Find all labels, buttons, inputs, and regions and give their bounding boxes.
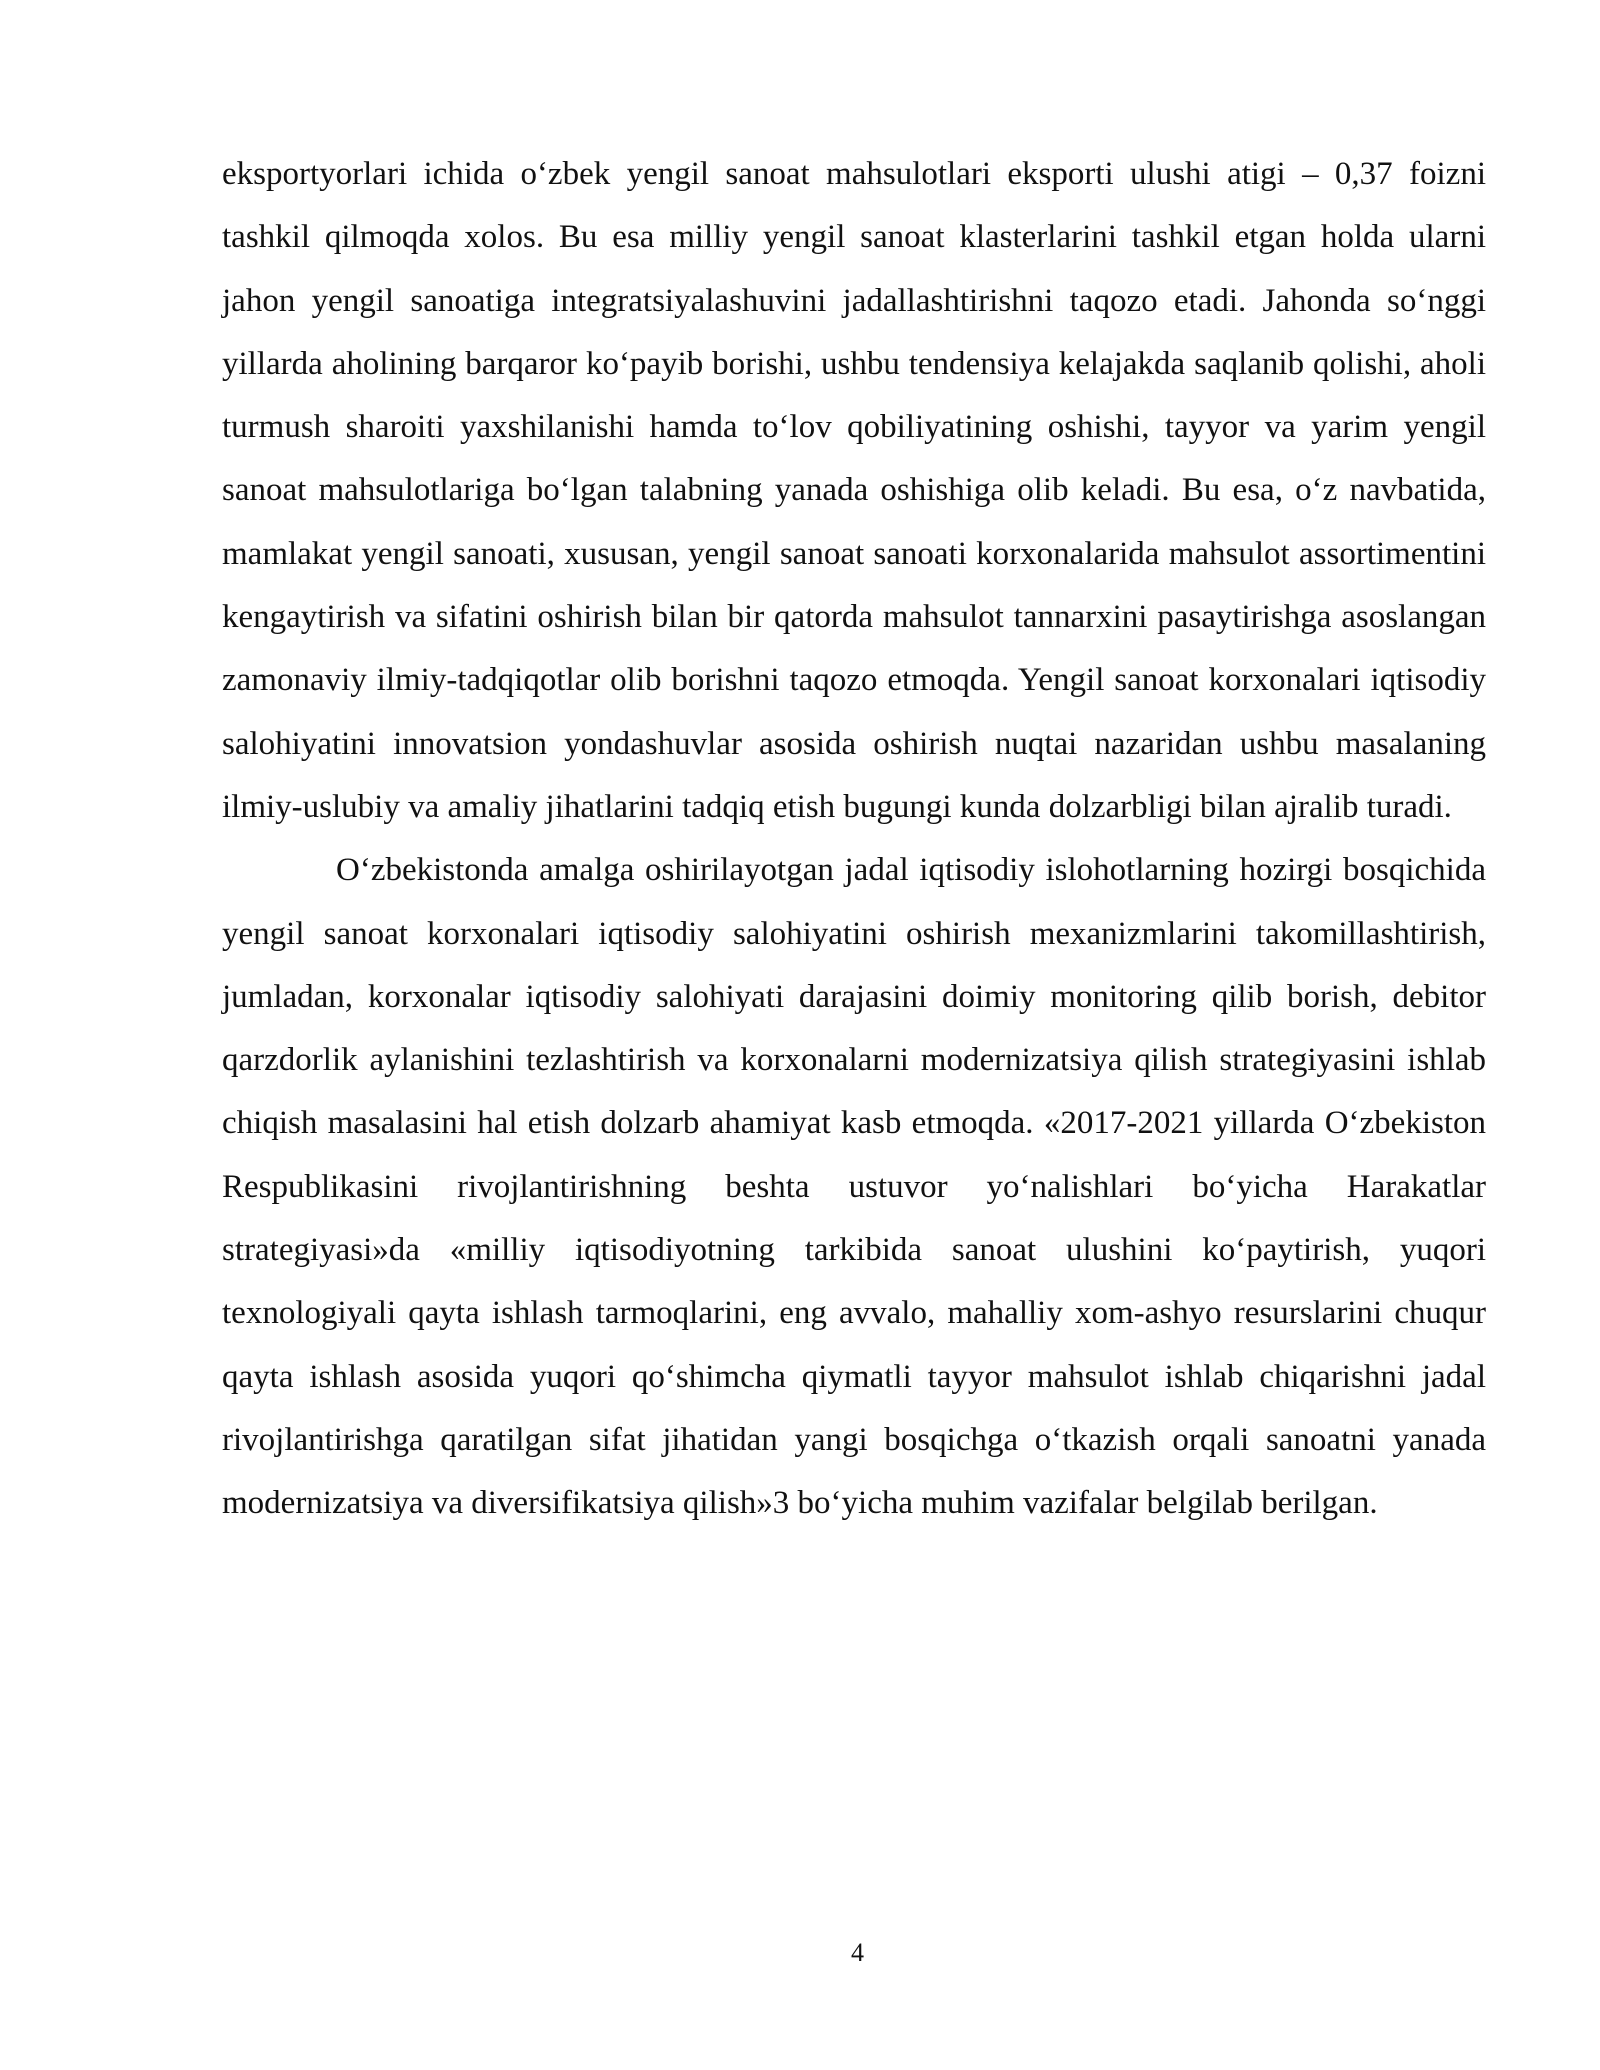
paragraph-continued: eksportyorlari ichida oʻzbek yengil sanoat mahsulotlari eksporti ulushi atigi – 0,37 foizni tashkil qilmoqda xolos. Bu esa milliy yengil sanoat klasterlarini tashkil etgan holda ularni jahon yengil sanoatiga integratsiyalashuvini jadallashtirishni taqozo etadi. Jahonda soʻnggi yillarda aholining barqaror koʻpayib borishi, ushbu tendensiya kelajakda saqlanib qolishi, aholi turmush sharoiti yaxshilanishi hamda toʻlov qobiliyatining oshishi, tayyor va yarim yengil sanoat mahsulotlariga boʻlgan talabning yanada oshishiga olib keladi. Bu esa, oʻz navbatida, mamlakat yengil sanoati, xususan, yengil sanoat sanoati korxonalarida mahsulot assortimentini kengaytirish va sifatini oshirish bilan bir qatorda mahsulot tannarxini pasaytirishga asoslangan zamonaviy ilmiy-tadqiqotlar olib borishni taqozo etmoqda. Yengil sanoat korxonalari iqtisodiy salohiyatini innovatsion yondashuvlar asosida oshirish nuqtai nazaridan ushbu masalaning ilmiy-uslubiy va amaliy jihatlarini tadqiq etish bugungi kunda dolzarbligi bilan ajralib turadi. <box>222 156 1486 825</box>
page-number: 4 <box>851 1938 864 1967</box>
body-text <box>222 143 1486 1536</box>
paragraph-indented: Oʻzbekistonda amalga oshirilayotgan jadal iqtisodiy islohotlarning hozirgi bosqichida yengil sanoat korxonalari iqtisodiy salohiyatini oshirish mexanizmlarini takomillashtirish, jumladan, korxonalar iqtisodiy salohiyati darajasini doimiy monitoring qilib borish, debitor qarzdorlik aylanishini tezlashtirish va korxonalarni modernizatsiya qilish strategiyasini ishlab chiqish masalasini hal etish dolzarb ahamiyat kasb etmoqda. «2017-2021 yillarda Oʻzbekiston Respublikasini rivojlantirishning beshta ustuvor yoʻnalishlari boʻyicha Harakatlar strategiyasi»da «milliy iqtisodiyotning tarkibida sanoat ulushini koʻpaytirish, yuqori texnologiyali qayta ishlash tarmoqlarini, eng avvalo, mahalliy xom-ashyo resurslarini chuqur qayta ishlash asosida yuqori qoʻshimcha qiymatli tayyor mahsulot ishlab chiqarishni jadal rivojlantirishga qaratilgan sifat jihatidan yangi bosqichga oʻtkazish orqali sanoatni yanada modernizatsiya va diversifikatsiya qilish»3 boʻyicha muhim vazifalar belgilab berilgan. <box>222 852 1486 1522</box>
